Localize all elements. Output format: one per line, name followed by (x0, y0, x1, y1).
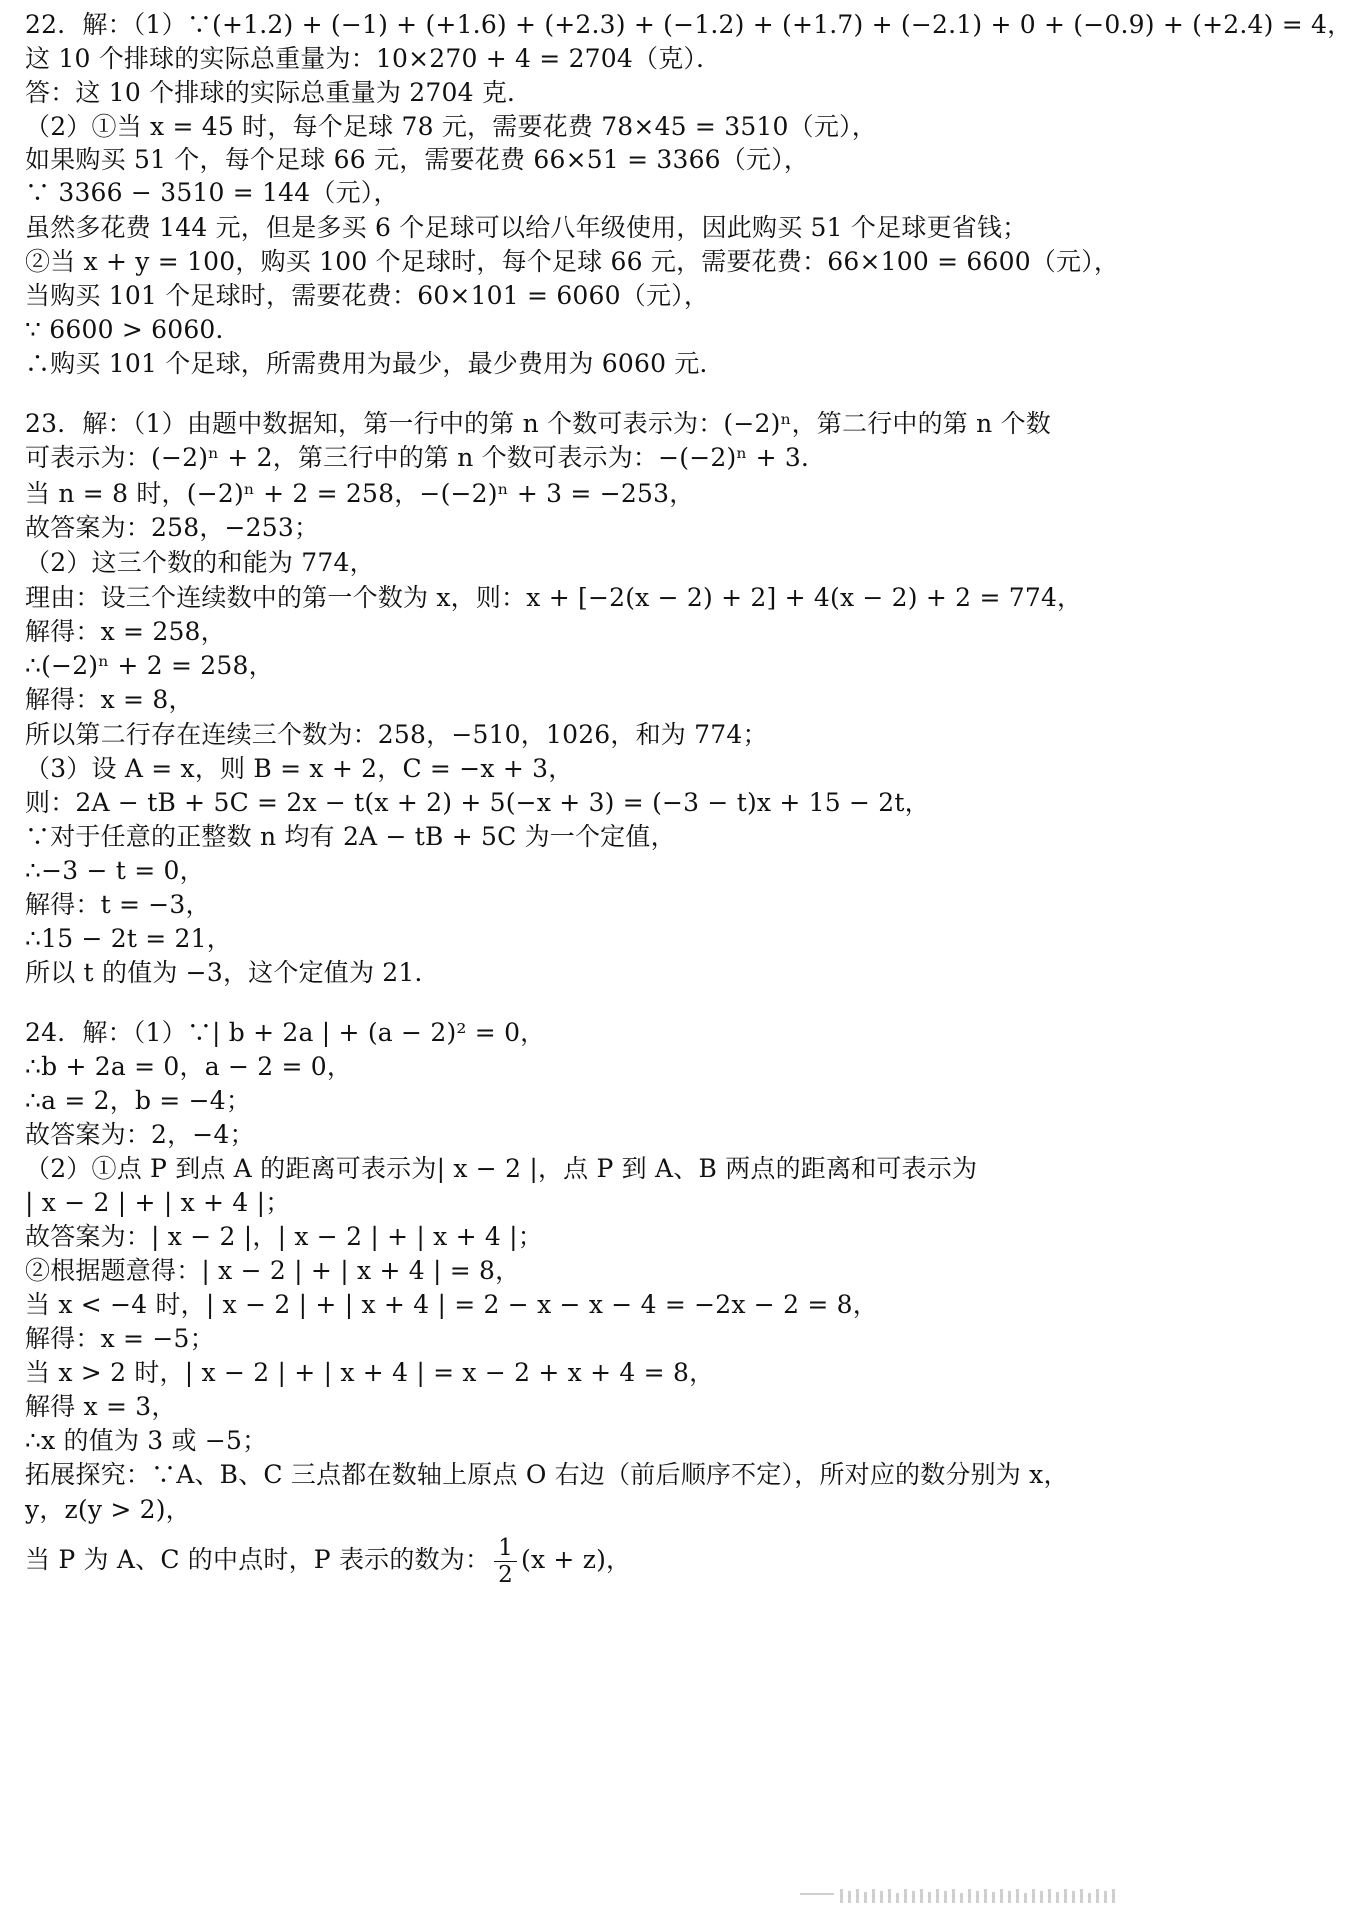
text-line: 解得：x = 8， (25, 685, 194, 714)
midpoint-suffix: (x + z)， (521, 1545, 632, 1574)
fraction-numerator: 1 (494, 1535, 517, 1562)
text-line: ②当 x + y = 100，购买 100 个足球时，每个足球 66 元，需要花费：66×100 = 6600（元）， (25, 247, 1120, 276)
text-line: 拓展探究：∵A、B、C 三点都在数轴上原点 O 右边（前后顺序不定），所对应的数分别为 x， (25, 1460, 1069, 1489)
fraction-denominator: 2 (498, 1562, 514, 1588)
text-line: 当购买 101 个足球时，需要花费：60×101 = 6060（元）， (25, 281, 710, 310)
text-line: 故答案为：| x − 2 |，| x − 2 | + | x + 4 |； (25, 1222, 543, 1251)
midpoint-prefix: 当 P 为 A、C 的中点时，P 表示的数为： (25, 1545, 491, 1574)
text-line: 当 x < −4 时，| x − 2 | + | x + 4 | = 2 − x − x − 4 = −2x − 2 = 8， (25, 1290, 878, 1319)
text-line: （2）这三个数的和能为 774， (25, 548, 375, 577)
text-line: 理由：设三个连续数中的第一个数为 x，则：x + [−2(x − 2) + 2] + 4(x − 2) + 2 = 774， (25, 583, 1083, 612)
text-line: ∴x 的值为 3 或 −5； (25, 1426, 268, 1455)
text-line: 虽然多花费 144 元，但是多买 6 个足球可以给八年级使用，因此购买 51 个足球更省钱； (25, 213, 1028, 242)
text-line: ∴购买 101 个足球，所需费用为最少，最少费用为 6060 元． (25, 349, 725, 378)
text-line: 解得：x = −5； (25, 1324, 215, 1353)
text-line: 22．解：（1）∵(+1.2) + (−1) + (+1.6) + (+2.3) + (−1.2) + (+1.7) + (−2.1) + 0 + (−0.9) + (+2.4) = 4， (25, 10, 1352, 39)
text-line: ∴(−2)ⁿ + 2 = 258， (25, 651, 274, 680)
text-line: | x − 2 | + | x + 4 |； (25, 1188, 291, 1217)
text-line: 可表示为：(−2)ⁿ + 2，第三行中的第 n 个数可表示为：−(−2)ⁿ + 3． (25, 443, 827, 472)
text-line: ②根据题意得：| x − 2 | + | x + 4 | = 8， (25, 1256, 521, 1285)
text-line: 当 n = 8 时，(−2)ⁿ + 2 = 258，−(−2)ⁿ + 3 = −253， (25, 479, 695, 508)
text-line: ∵对于任意的正整数 n 均有 2A − tB + 5C 为一个定值， (25, 822, 676, 851)
text-line: （2）①点 P 到点 A 的距离可表示为| x − 2 |，点 P 到 A、B 两点的距离和可表示为 (25, 1154, 978, 1183)
text-line: 故答案为：258，−253； (25, 513, 320, 542)
text-line: 故答案为：2，−4； (25, 1120, 255, 1149)
text-line: 24．解：（1）∵| b + 2a | + (a − 2)² = 0， (25, 1018, 546, 1047)
text-line: 所以第二行存在连续三个数为：258，−510，1026，和为 774； (25, 720, 768, 749)
text-line: 答：这 10 个排球的实际总重量为 2704 克． (25, 78, 533, 107)
text-line: 解得 x = 3， (25, 1392, 177, 1421)
watermark-marks (800, 1887, 1120, 1905)
text-line: ∴b + 2a = 0，a − 2 = 0， (25, 1052, 353, 1081)
text-line: ∴15 − 2t = 21， (25, 924, 232, 953)
fraction (494, 1535, 517, 1588)
text-line: ∵ 6600 > 6060． (25, 315, 241, 344)
text-line: y，z(y > 2)， (25, 1495, 191, 1524)
text-line: 23．解：（1）由题中数据知，第一行中的第 n 个数可表示为：(−2)ⁿ，第二行中的第 n 个数 (25, 409, 1051, 438)
text-line: 这 10 个排球的实际总重量为：10×270 + 4 = 2704（克）． (25, 44, 722, 73)
text-line: 当 x > 2 时，| x − 2 | + | x + 4 | = x − 2 + x + 4 = 8， (25, 1358, 715, 1387)
text-line: ∵ 3366 − 3510 = 144（元）， (25, 178, 399, 207)
text-line: （2）①当 x = 45 时，每个足球 78 元，需要花费 78×45 = 3510（元）， (25, 112, 877, 141)
text-line: ∴a = 2，b = −4； (25, 1086, 252, 1115)
text-line: 如果购买 51 个，每个足球 66 元，需要花费 66×51 = 3366（元）， (25, 145, 810, 174)
text-line: 则：2A − tB + 5C = 2x − t(x + 2) + 5(−x + 3) = (−3 − t)x + 15 − 2t， (25, 788, 930, 817)
text-line: 解得：t = −3， (25, 890, 211, 919)
text-line: 所以 t 的值为 −3，这个定值为 21． (25, 958, 440, 987)
midpoint-line (25, 1535, 1124, 1588)
text-line: 解得：x = 258， (25, 617, 226, 646)
text-line: ∴−3 − t = 0， (25, 856, 205, 885)
text-line: （3）设 A = x，则 B = x + 2，C = −x + 3， (25, 754, 574, 783)
